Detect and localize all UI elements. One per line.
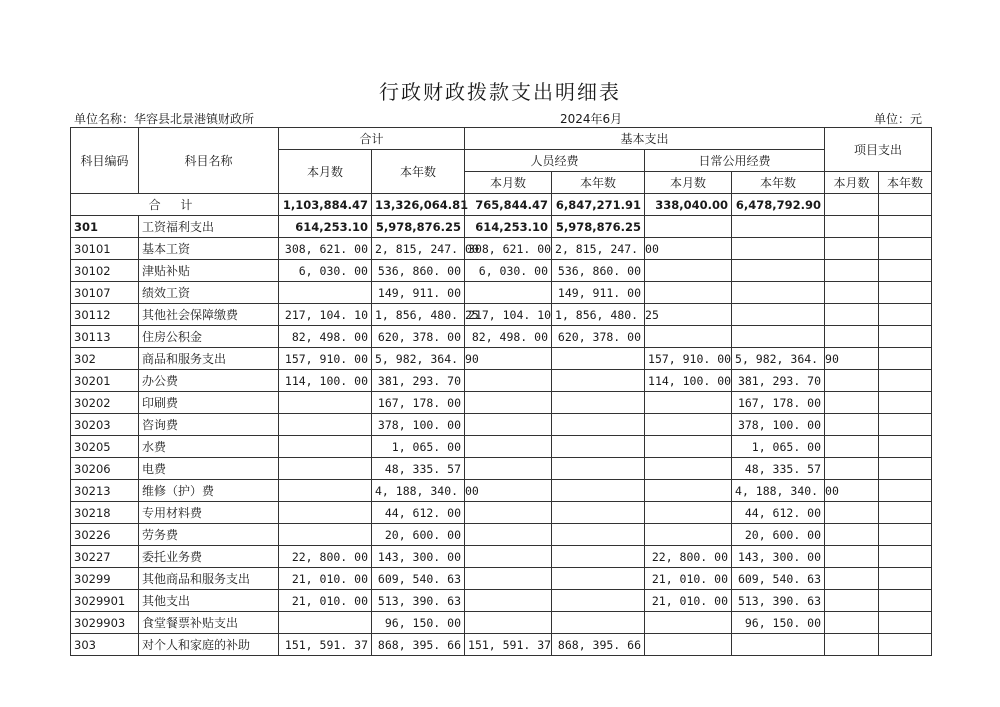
row-total-year: 143, 300. 00 xyxy=(372,546,465,568)
row-personnel-month xyxy=(465,546,552,568)
row-personnel-month xyxy=(465,524,552,546)
row-total-year: 96, 150. 00 xyxy=(372,612,465,634)
row-total-year: 513, 390. 63 xyxy=(372,590,465,612)
table-row xyxy=(71,304,932,326)
row-project-year xyxy=(879,216,932,238)
table-row xyxy=(71,370,932,392)
row-daily-month: 21, 010. 00 xyxy=(645,568,732,590)
row-code: 303 xyxy=(71,634,139,656)
row-daily-year: 609, 540. 63 xyxy=(732,568,825,590)
row-name: 其他商品和服务支出 xyxy=(139,568,279,590)
row-daily-month xyxy=(645,260,732,282)
row-name: 其他支出 xyxy=(139,590,279,612)
row-name: 委托业务费 xyxy=(139,546,279,568)
row-total-month xyxy=(279,458,372,480)
row-daily-month: 22, 800. 00 xyxy=(645,546,732,568)
row-personnel-month xyxy=(465,590,552,612)
row-project-month xyxy=(825,546,879,568)
row-total-year: 536, 860. 00 xyxy=(372,260,465,282)
row-daily-month xyxy=(645,524,732,546)
row-project-month xyxy=(825,392,879,414)
row-personnel-year xyxy=(552,612,645,634)
row-personnel-month xyxy=(465,282,552,304)
row-project-month xyxy=(825,502,879,524)
row-project-month xyxy=(825,436,879,458)
row-name: 印刷费 xyxy=(139,392,279,414)
row-daily-month: 21, 010. 00 xyxy=(645,590,732,612)
row-personnel-year xyxy=(552,392,645,414)
row-total-month: 114, 100. 00 xyxy=(279,370,372,392)
row-project-year xyxy=(879,590,932,612)
row-total-month xyxy=(279,612,372,634)
row-personnel-year: 5,978,876.25 xyxy=(552,216,645,238)
row-daily-year: 96, 150. 00 xyxy=(732,612,825,634)
row-total-year: 5, 982, 364. 90 xyxy=(372,348,465,370)
row-daily-year xyxy=(732,238,825,260)
row-daily-year: 5, 982, 364. 90 xyxy=(732,348,825,370)
table-row xyxy=(71,436,932,458)
table-row xyxy=(71,282,932,304)
row-name: 基本工资 xyxy=(139,238,279,260)
row-name: 电费 xyxy=(139,458,279,480)
unit-name: 单位名称：华容县北景港镇财政所 xyxy=(74,112,255,126)
row-personnel-month xyxy=(465,392,552,414)
row-code: 30113 xyxy=(71,326,139,348)
row-name: 食堂餐票补贴支出 xyxy=(139,612,279,634)
row-personnel-year xyxy=(552,546,645,568)
row-project-month xyxy=(825,370,879,392)
report-period: 2024年6月 xyxy=(560,112,623,126)
row-project-month xyxy=(825,458,879,480)
row-personnel-month: 217, 104. 10 xyxy=(465,304,552,326)
table-row xyxy=(71,458,932,480)
row-name: 对个人和家庭的补助 xyxy=(139,634,279,656)
row-personnel-year: 536, 860. 00 xyxy=(552,260,645,282)
total-project-month xyxy=(825,194,879,216)
row-daily-year: 48, 335. 57 xyxy=(732,458,825,480)
row-project-month xyxy=(825,414,879,436)
row-personnel-month: 614,253.10 xyxy=(465,216,552,238)
row-total-month xyxy=(279,436,372,458)
total-label: 合 计 xyxy=(71,194,279,216)
row-personnel-year xyxy=(552,414,645,436)
row-personnel-month xyxy=(465,370,552,392)
row-code: 30201 xyxy=(71,370,139,392)
row-total-year: 1, 856, 480. 25 xyxy=(372,304,465,326)
row-daily-year xyxy=(732,260,825,282)
row-project-year xyxy=(879,612,932,634)
header-personnel-year: 本年数 xyxy=(552,172,645,194)
row-code: 3029903 xyxy=(71,612,139,634)
row-personnel-year xyxy=(552,524,645,546)
row-name: 住房公积金 xyxy=(139,326,279,348)
row-code: 30218 xyxy=(71,502,139,524)
row-daily-year: 167, 178. 00 xyxy=(732,392,825,414)
total-personnel-year: 6,847,271.91 xyxy=(552,194,645,216)
row-total-month: 614,253.10 xyxy=(279,216,372,238)
row-total-year: 20, 600. 00 xyxy=(372,524,465,546)
row-total-year: 609, 540. 63 xyxy=(372,568,465,590)
row-personnel-month: 6, 030. 00 xyxy=(465,260,552,282)
row-daily-month: 157, 910. 00 xyxy=(645,348,732,370)
row-daily-year xyxy=(732,216,825,238)
row-personnel-month xyxy=(465,502,552,524)
header-project-month: 本月数 xyxy=(825,172,879,194)
row-code: 3029901 xyxy=(71,590,139,612)
row-name: 绩效工资 xyxy=(139,282,279,304)
row-project-year xyxy=(879,524,932,546)
row-personnel-month: 151, 591. 37 xyxy=(465,634,552,656)
header-personnel-month: 本月数 xyxy=(465,172,552,194)
row-daily-year xyxy=(732,282,825,304)
table-row xyxy=(71,216,932,238)
row-personnel-year: 1, 856, 480. 25 xyxy=(552,304,645,326)
row-personnel-month xyxy=(465,568,552,590)
row-name: 工资福利支出 xyxy=(139,216,279,238)
row-total-month: 21, 010. 00 xyxy=(279,590,372,612)
row-total-year: 1, 065. 00 xyxy=(372,436,465,458)
table-body xyxy=(71,194,932,656)
row-total-month: 157, 910. 00 xyxy=(279,348,372,370)
row-project-month xyxy=(825,568,879,590)
header-daily-month: 本月数 xyxy=(645,172,732,194)
row-daily-month xyxy=(645,502,732,524)
row-total-year: 620, 378. 00 xyxy=(372,326,465,348)
table-row xyxy=(71,480,932,502)
row-daily-month xyxy=(645,216,732,238)
header-daily-year: 本年数 xyxy=(732,172,825,194)
header-name: 科目名称 xyxy=(139,128,279,194)
total-project-year xyxy=(879,194,932,216)
row-total-year: 4, 188, 340. 00 xyxy=(372,480,465,502)
header-personnel: 人员经费 xyxy=(465,150,645,172)
header-code: 科目编码 xyxy=(71,128,139,194)
row-daily-month: 114, 100. 00 xyxy=(645,370,732,392)
row-project-year xyxy=(879,568,932,590)
table-row xyxy=(71,590,932,612)
row-project-year xyxy=(879,282,932,304)
row-personnel-year: 868, 395. 66 xyxy=(552,634,645,656)
row-project-year xyxy=(879,436,932,458)
row-code: 30107 xyxy=(71,282,139,304)
currency-unit: 单位：元 xyxy=(874,112,923,126)
row-project-month xyxy=(825,612,879,634)
table-row xyxy=(71,524,932,546)
row-code: 30213 xyxy=(71,480,139,502)
header-project-year: 本年数 xyxy=(879,172,932,194)
row-total-year: 48, 335. 57 xyxy=(372,458,465,480)
row-project-year xyxy=(879,634,932,656)
row-personnel-year xyxy=(552,348,645,370)
row-name: 其他社会保障缴费 xyxy=(139,304,279,326)
row-project-month xyxy=(825,238,879,260)
row-personnel-year: 620, 378. 00 xyxy=(552,326,645,348)
row-personnel-month xyxy=(465,414,552,436)
row-personnel-year xyxy=(552,458,645,480)
row-project-year xyxy=(879,370,932,392)
row-daily-year: 44, 612. 00 xyxy=(732,502,825,524)
row-name: 劳务费 xyxy=(139,524,279,546)
row-daily-year xyxy=(732,326,825,348)
table-row xyxy=(71,568,932,590)
row-total-year: 381, 293. 70 xyxy=(372,370,465,392)
row-daily-month xyxy=(645,480,732,502)
row-project-month xyxy=(825,260,879,282)
total-row xyxy=(71,194,932,216)
row-project-year xyxy=(879,260,932,282)
row-personnel-month: 308, 621. 00 xyxy=(465,238,552,260)
row-total-year: 868, 395. 66 xyxy=(372,634,465,656)
row-total-month: 6, 030. 00 xyxy=(279,260,372,282)
row-code: 30227 xyxy=(71,546,139,568)
row-personnel-year: 149, 911. 00 xyxy=(552,282,645,304)
table-row xyxy=(71,634,932,656)
row-personnel-month xyxy=(465,612,552,634)
row-personnel-year xyxy=(552,590,645,612)
row-total-month: 22, 800. 00 xyxy=(279,546,372,568)
row-total-month xyxy=(279,414,372,436)
row-total-year: 5,978,876.25 xyxy=(372,216,465,238)
row-project-month xyxy=(825,326,879,348)
total-daily-month: 338,040.00 xyxy=(645,194,732,216)
row-daily-month xyxy=(645,414,732,436)
report-title: 行政财政拨款支出明细表 xyxy=(379,80,621,104)
row-name: 咨询费 xyxy=(139,414,279,436)
row-project-month xyxy=(825,282,879,304)
row-personnel-month xyxy=(465,436,552,458)
row-daily-year: 20, 600. 00 xyxy=(732,524,825,546)
total-total-year: 13,326,064.81 xyxy=(372,194,465,216)
row-code: 301 xyxy=(71,216,139,238)
row-name: 水费 xyxy=(139,436,279,458)
header-total: 合计 xyxy=(279,128,465,150)
row-personnel-month: 82, 498. 00 xyxy=(465,326,552,348)
row-project-year xyxy=(879,238,932,260)
row-total-month: 308, 621. 00 xyxy=(279,238,372,260)
row-code: 30112 xyxy=(71,304,139,326)
row-daily-year: 378, 100. 00 xyxy=(732,414,825,436)
row-total-month: 151, 591. 37 xyxy=(279,634,372,656)
row-daily-year: 381, 293. 70 xyxy=(732,370,825,392)
row-name: 津贴补贴 xyxy=(139,260,279,282)
row-project-year xyxy=(879,414,932,436)
row-personnel-year xyxy=(552,568,645,590)
row-name: 办公费 xyxy=(139,370,279,392)
row-code: 30101 xyxy=(71,238,139,260)
row-project-year xyxy=(879,480,932,502)
row-project-month xyxy=(825,590,879,612)
table-row xyxy=(71,612,932,634)
row-total-month: 21, 010. 00 xyxy=(279,568,372,590)
row-daily-month xyxy=(645,458,732,480)
row-code: 30299 xyxy=(71,568,139,590)
row-project-year xyxy=(879,348,932,370)
row-project-month xyxy=(825,304,879,326)
row-total-month xyxy=(279,392,372,414)
row-daily-month xyxy=(645,436,732,458)
row-total-year: 44, 612. 00 xyxy=(372,502,465,524)
table-row xyxy=(71,414,932,436)
row-project-year xyxy=(879,392,932,414)
table-row xyxy=(71,348,932,370)
header-basic: 基本支出 xyxy=(465,128,825,150)
row-daily-year xyxy=(732,634,825,656)
row-personnel-year xyxy=(552,480,645,502)
row-project-year xyxy=(879,304,932,326)
total-daily-year: 6,478,792.90 xyxy=(732,194,825,216)
header-project: 项目支出 xyxy=(825,128,932,172)
row-code: 302 xyxy=(71,348,139,370)
row-personnel-year: 2, 815, 247. 00 xyxy=(552,238,645,260)
total-total-month: 1,103,884.47 xyxy=(279,194,372,216)
row-project-year xyxy=(879,502,932,524)
row-personnel-month xyxy=(465,458,552,480)
row-total-month: 82, 498. 00 xyxy=(279,326,372,348)
row-code: 30206 xyxy=(71,458,139,480)
table-row xyxy=(71,260,932,282)
row-code: 30205 xyxy=(71,436,139,458)
row-project-month xyxy=(825,216,879,238)
row-total-month xyxy=(279,524,372,546)
header-total-year: 本年数 xyxy=(372,150,465,194)
row-total-month xyxy=(279,502,372,524)
row-code: 30202 xyxy=(71,392,139,414)
table-row xyxy=(71,392,932,414)
table-row xyxy=(71,238,932,260)
row-daily-year: 4, 188, 340. 00 xyxy=(732,480,825,502)
row-total-month xyxy=(279,480,372,502)
row-code: 30102 xyxy=(71,260,139,282)
table-row xyxy=(71,502,932,524)
row-daily-year: 513, 390. 63 xyxy=(732,590,825,612)
row-total-year: 2, 815, 247. 00 xyxy=(372,238,465,260)
row-name: 专用材料费 xyxy=(139,502,279,524)
row-name: 商品和服务支出 xyxy=(139,348,279,370)
row-project-year xyxy=(879,458,932,480)
row-code: 30203 xyxy=(71,414,139,436)
row-daily-year: 1, 065. 00 xyxy=(732,436,825,458)
header-daily: 日常公用经费 xyxy=(645,150,825,172)
row-daily-month xyxy=(645,282,732,304)
row-personnel-year xyxy=(552,436,645,458)
row-name: 维修（护）费 xyxy=(139,480,279,502)
table-row xyxy=(71,546,932,568)
table-row xyxy=(71,326,932,348)
row-daily-month xyxy=(645,326,732,348)
row-total-year: 167, 178. 00 xyxy=(372,392,465,414)
row-total-month: 217, 104. 10 xyxy=(279,304,372,326)
header-total-month: 本月数 xyxy=(279,150,372,194)
row-daily-month xyxy=(645,634,732,656)
row-code: 30226 xyxy=(71,524,139,546)
row-daily-year xyxy=(732,304,825,326)
row-personnel-year xyxy=(552,370,645,392)
row-daily-month xyxy=(645,392,732,414)
row-total-year: 378, 100. 00 xyxy=(372,414,465,436)
row-project-month xyxy=(825,524,879,546)
row-daily-year: 143, 300. 00 xyxy=(732,546,825,568)
row-total-year: 149, 911. 00 xyxy=(372,282,465,304)
total-personnel-month: 765,844.47 xyxy=(465,194,552,216)
row-project-year xyxy=(879,326,932,348)
row-personnel-year xyxy=(552,502,645,524)
row-total-month xyxy=(279,282,372,304)
row-project-year xyxy=(879,546,932,568)
expenditure-table xyxy=(70,127,932,656)
row-daily-month xyxy=(645,612,732,634)
row-project-month xyxy=(825,634,879,656)
table-header xyxy=(71,128,932,194)
